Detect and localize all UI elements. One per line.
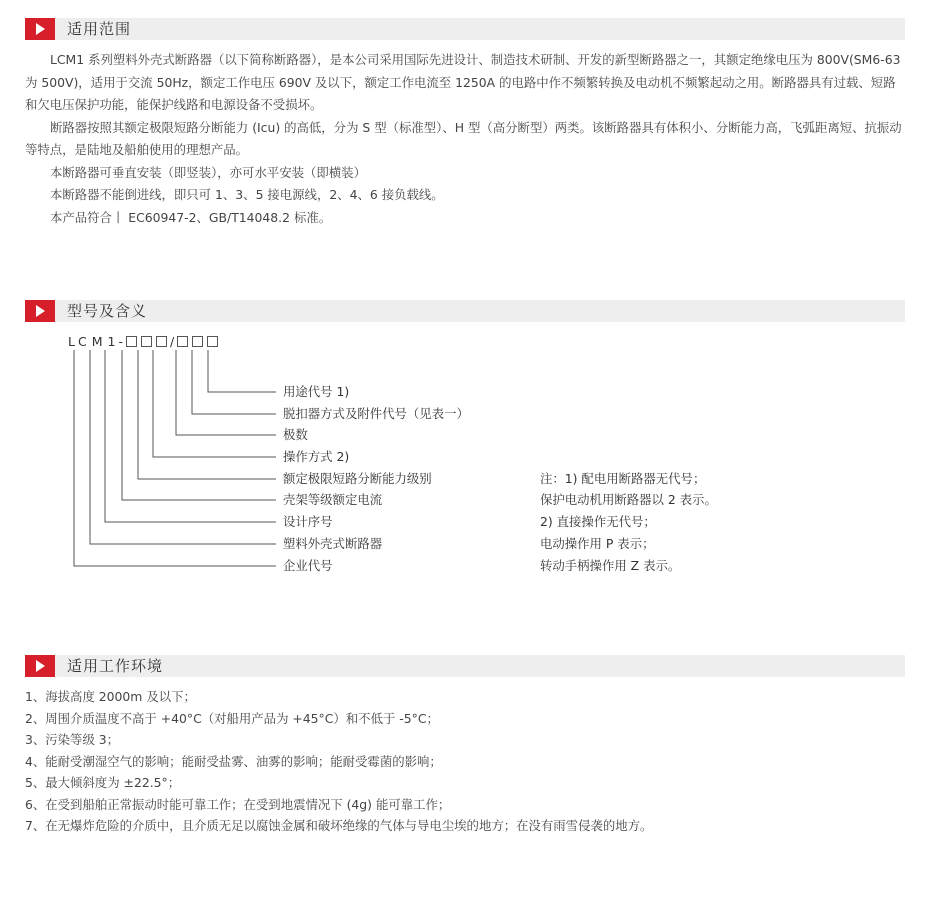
environment-list: [25, 686, 652, 837]
diagram-label-usage: 用途代号 1): [283, 384, 350, 399]
diagram-label-design: 设计序号: [283, 514, 333, 529]
intro-paragraph: 本产品符合丨 EC60947-2、GB/T14048.2 标准。: [50, 209, 332, 225]
environment-item: 7、在无爆炸危险的介质中，且介质无足以腐蚀金属和破坏绝缘的气体与导电尘埃的地方；在没有雨雪侵袭的地方。: [25, 818, 653, 833]
intro-paragraph: 本断路器可垂直安装（即竖装），亦可水平安装（即横装）: [50, 164, 366, 180]
code-char: L: [68, 334, 75, 349]
environment-item: 3、污染等级 3；: [25, 732, 120, 747]
code-box: [156, 336, 167, 347]
code-char: C: [77, 334, 87, 349]
note-line: 电动操作用 P 表示；: [540, 536, 655, 551]
environment-item: 1、海拔高度 2000m 及以下；: [25, 689, 196, 704]
diagram-label-operation: 操作方式 2): [283, 449, 350, 464]
intro-paragraph: LCM1 系列塑料外壳式断路器（以下简称断路器），是本公司采用国际先进设计、制造技术研制、开发的新型断路器之一，其额定绝缘电压为 800V(SM6-63 为 500V)，适用于交流 50Hz，额定工作电压 690V 及以下，额定工作电流至 1250A 的电路中作不频繁转换及电动机不频繁起动之用。断路器具有过载、短路和欠电压保护功能，能保护线路和电源设备不受损坏。: [25, 52, 901, 112]
intro-paragraph: 断路器按照其额定极限短路分断能力 (Icu) 的高低，分为 S 型（标准型）、H 型（高分断型）两类。该断路器具有体积小、分断能力高，飞弧距离短、抗振动等特点，是陆地及船舶使用的理想产品。: [25, 119, 902, 157]
diagram-label-breaking: 额定极限短路分断能力级别: [283, 471, 432, 486]
environment-item: 4、能耐受潮湿空气的影响；能耐受盐雾、油雾的影响；能耐受霉菌的影响；: [25, 753, 442, 769]
section-title: 型号及含义: [67, 302, 148, 320]
code-separator: /: [169, 334, 175, 349]
diagram-label-trip: 脱扣器方式及附件代号（见表一）: [283, 406, 469, 421]
section-title: 适用工作环境: [67, 657, 164, 675]
environment-item: 6、在受到船舶正常振动时能可靠工作；在受到地震情况下 (4g) 能可靠工作；: [25, 796, 451, 812]
code-box: [141, 336, 152, 347]
environment-item: 2、周围介质温度不高于 +40°C（对船用产品为 +45°C）和不低于 -5°C；: [25, 710, 439, 726]
diagram-label-company: 企业代号: [283, 558, 333, 573]
note-line: 2) 直接操作无代号；: [540, 514, 656, 529]
intro-text: [25, 49, 907, 229]
section-title: 适用范围: [67, 20, 132, 38]
note-line: 转动手柄操作用 Z 表示。: [540, 558, 681, 573]
code-char: M: [91, 334, 103, 349]
diagram-label-frame: 壳架等级额定电流: [283, 492, 383, 507]
model-code: [68, 334, 220, 349]
diagram-label-type: 塑料外壳式断路器: [283, 536, 383, 551]
play-arrow-icon: [25, 300, 55, 322]
code-box: [126, 336, 137, 347]
code-box: [177, 336, 188, 347]
section-header-scope: [25, 18, 905, 40]
note-line: 保护电动机用断路器以 2 表示。: [540, 492, 717, 507]
play-arrow-icon: [25, 655, 55, 677]
section-header-environment: [25, 655, 905, 677]
code-char: 1: [107, 334, 116, 349]
diagram-label-poles: 极数: [283, 427, 308, 442]
code-box: [192, 336, 203, 347]
section-header-model: [25, 300, 905, 322]
code-box: [207, 336, 218, 347]
play-arrow-icon: [25, 18, 55, 40]
note-line: 注：1) 配电用断路器无代号；: [540, 471, 706, 486]
code-char: -: [118, 334, 123, 349]
intro-paragraph: 本断路器不能倒进线，即只可 1、3、5 接电源线，2、4、6 接负载线。: [50, 187, 444, 202]
environment-item: 5、最大倾斜度为 ±22.5°；: [25, 775, 181, 790]
